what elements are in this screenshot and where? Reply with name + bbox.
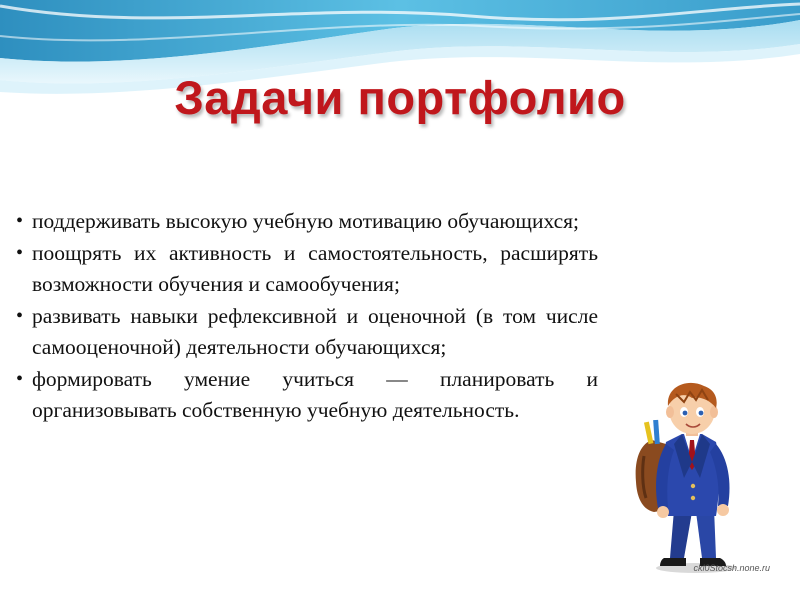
list-item-text: поддерживать высокую учебную мотивацию обучающихся;: [32, 209, 580, 233]
list-item-text: развивать навыки рефлексивной и оценочной (в том числе самооценочной) деятельности обучающихся;: [32, 303, 598, 359]
bullet-marker: •: [16, 241, 24, 264]
list-item: [14, 238, 598, 301]
bullet-marker: •: [16, 210, 24, 232]
schoolboy-illustration: [604, 382, 794, 582]
list-item-text: поощрять их активность и самостоятельность, расширять возможности обучения и самообучения;: [32, 240, 598, 296]
list-item: [14, 206, 598, 238]
task-list: [14, 206, 598, 427]
image-watermark: ckl0Stocsh.none.ru: [693, 563, 770, 573]
slide-title: Задачи портфолио: [174, 71, 626, 124]
bullet-marker: •: [16, 367, 24, 390]
list-item: [14, 301, 598, 364]
list-item-text: формировать умение учиться — планировать и организовывать собственную учебную деятельность.: [32, 366, 598, 422]
bullet-marker: •: [16, 304, 24, 327]
list-item: [14, 364, 598, 427]
